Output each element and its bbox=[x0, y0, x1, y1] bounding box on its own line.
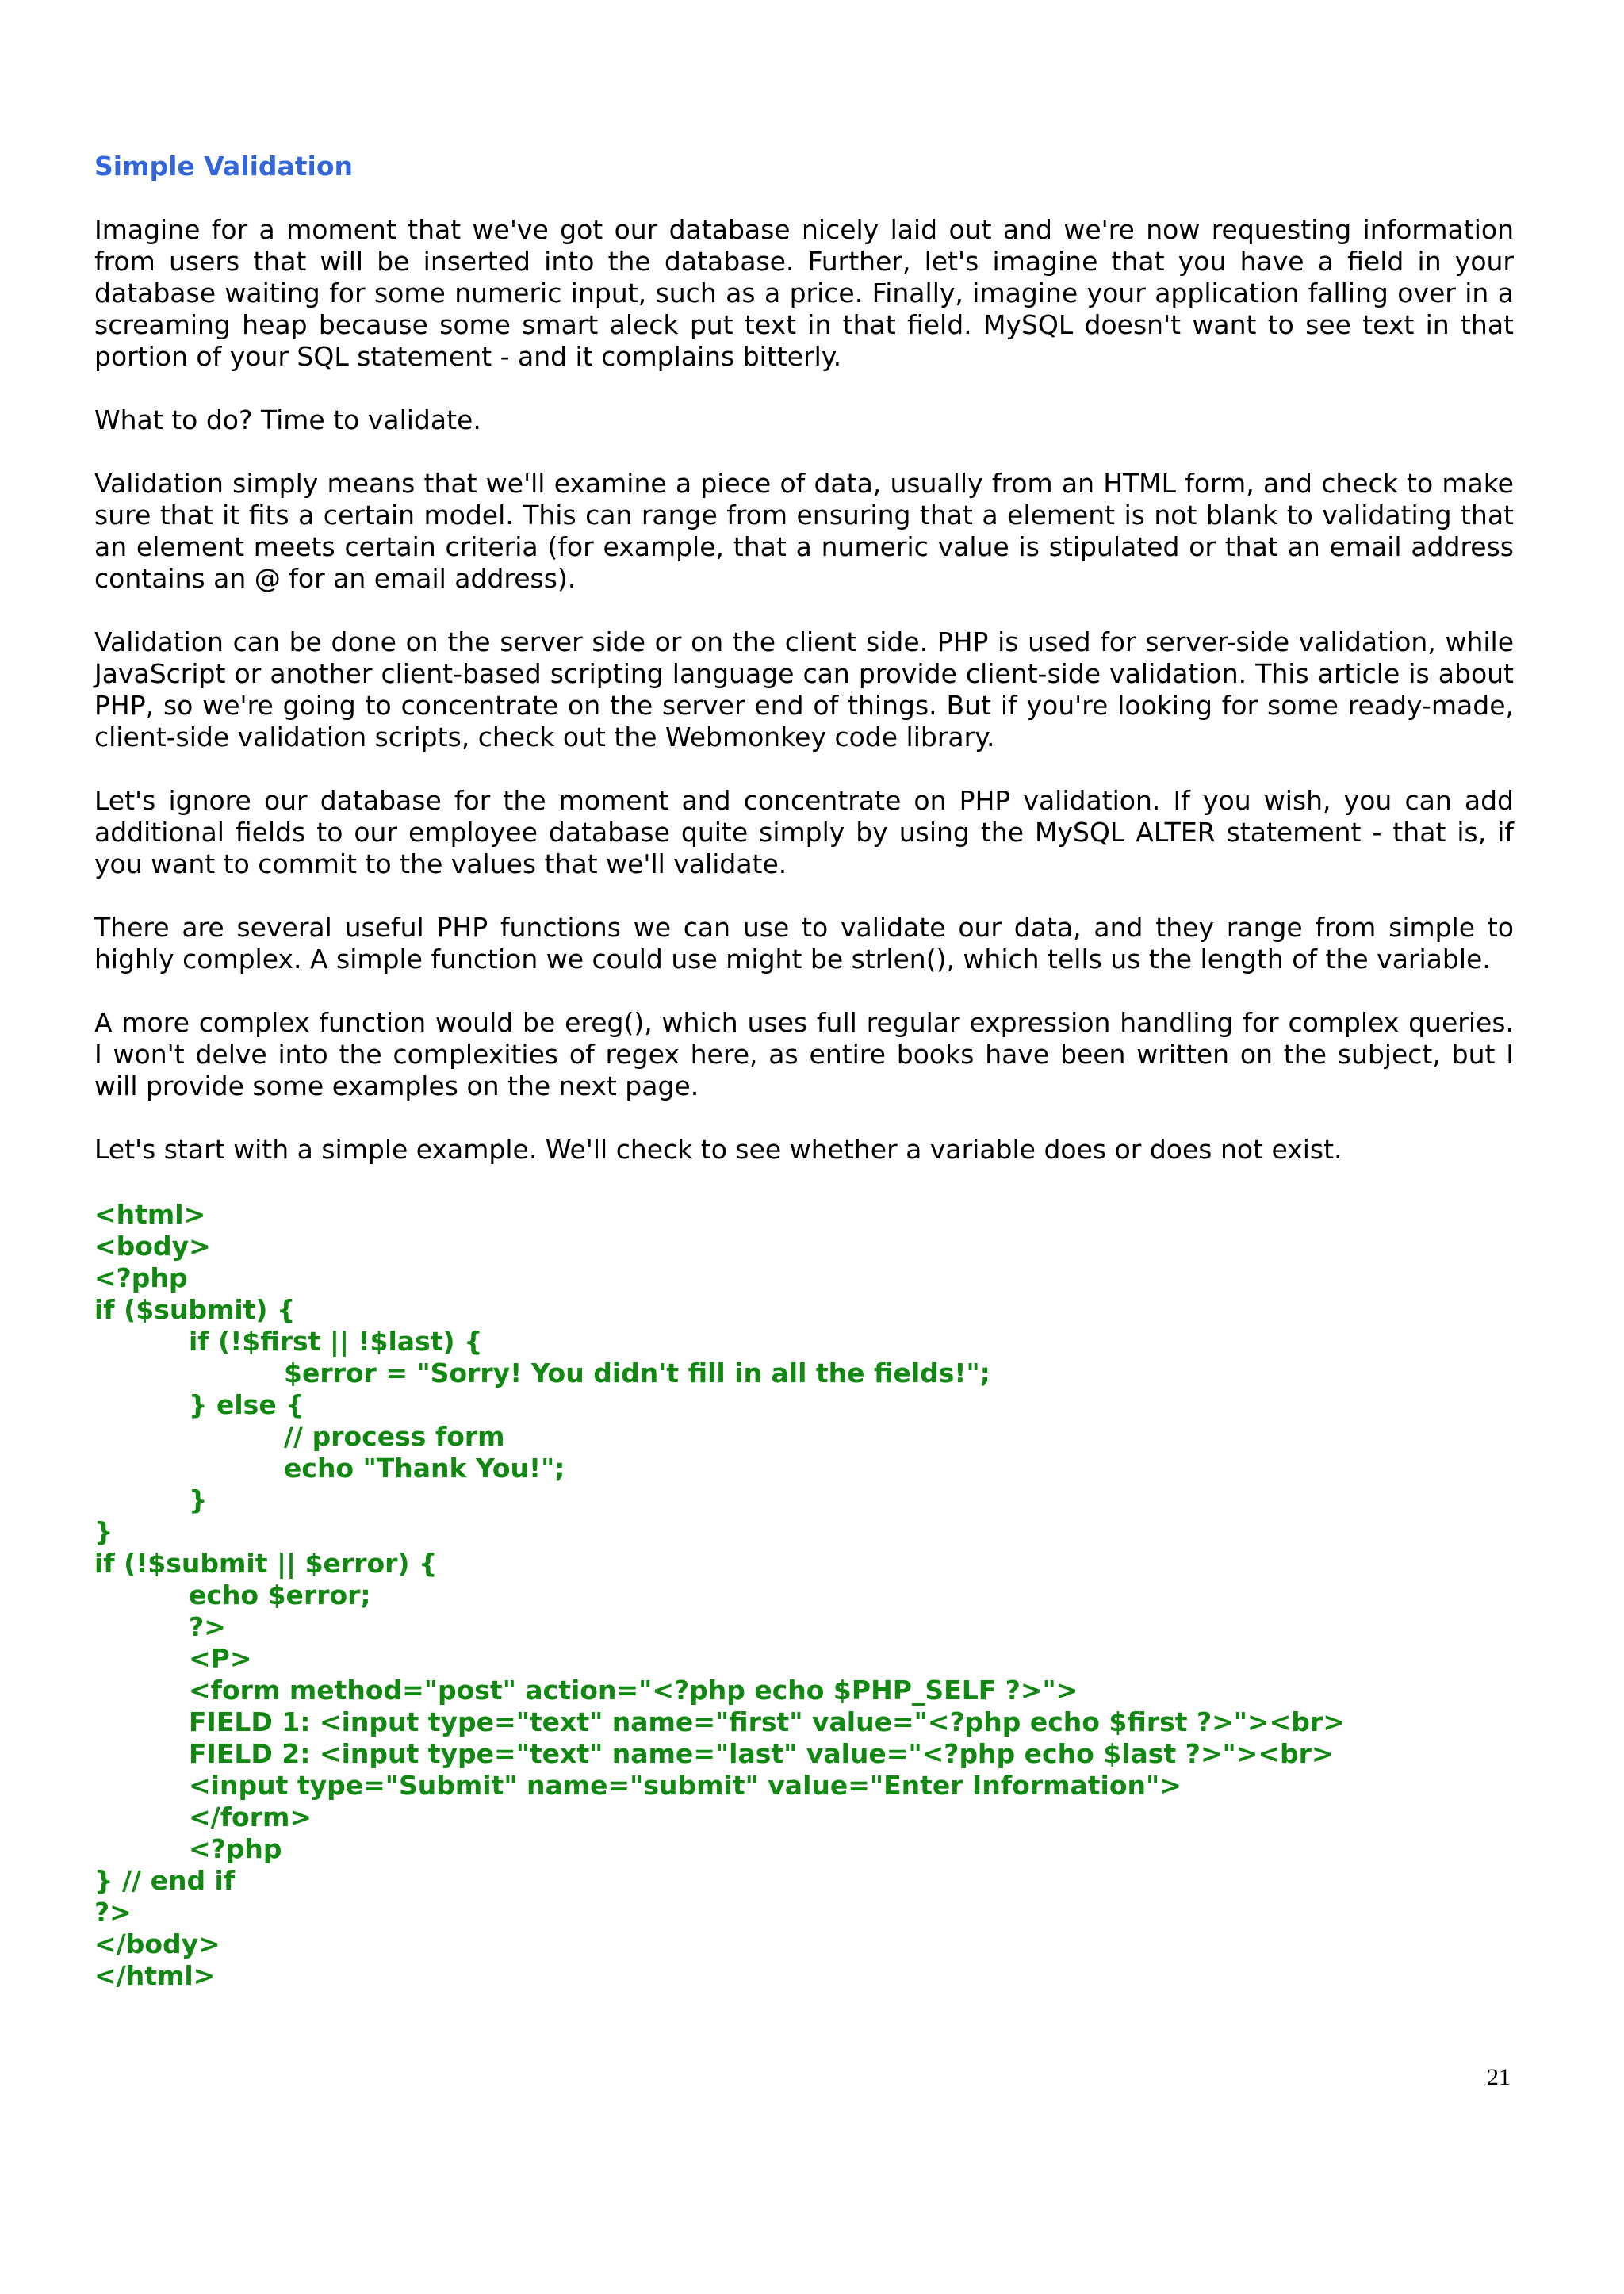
page-number: 21 bbox=[1487, 2064, 1511, 2090]
section-heading: Simple Validation bbox=[94, 151, 354, 182]
code-line: <form method="post" action="<?php echo $PHP_SELF ?>"> bbox=[189, 1675, 1078, 1706]
code-line: if ($submit) { bbox=[94, 1294, 296, 1325]
code-line: <input type="Submit" name="submit" value="Enter Information"> bbox=[189, 1770, 1182, 1801]
code-line: if (!$submit || $error) { bbox=[94, 1548, 438, 1579]
code-line: FIELD 1: <input type="text" name="first" value="<?php echo $first ?>"><br> bbox=[189, 1706, 1345, 1737]
body-text bbox=[94, 214, 1514, 1197]
paragraph-validation-definition: Validation simply means that we'll examine a piece of data, usually from an HTML form, and check to make sure that it fits a certain model. This can range from ensuring that a element is not blank to validating that an element meets certain criteria (for example, that a numeric value is stipulated or that an email address contains an @ for an email address). bbox=[94, 468, 1514, 594]
code-line: FIELD 2: <input type="text" name="last" value="<?php echo $last ?>"><br> bbox=[189, 1738, 1334, 1769]
paragraph-simple-example: Let's start with a simple example. We'll check to see whether a variable does or does not exist. bbox=[94, 1134, 1342, 1165]
code-line: } // end if bbox=[94, 1865, 236, 1896]
code-line: if (!$first || !$last) { bbox=[189, 1326, 483, 1357]
paragraph-what-to-do: What to do? Time to validate. bbox=[94, 404, 481, 435]
code-line: </form> bbox=[189, 1802, 312, 1833]
paragraph-intro: Imagine for a moment that we've got our database nicely laid out and we're now requesting information from users that will be inserted into the database. Further, let's imagine that you have a field in your database waiting for some numeric input, such as a price. Finally, imagine your application falling over in a screaming heap because some smart aleck put text in that field. MySQL doesn't want to see text in that portion of your SQL statement - and it complains bitterly. bbox=[94, 214, 1514, 372]
code-line: </body> bbox=[94, 1928, 220, 1959]
code-line: <html> bbox=[94, 1199, 206, 1230]
code-line: } else { bbox=[189, 1389, 304, 1420]
paragraph-ereg: A more complex function would be ereg(), which uses full regular expression handling for complex queries. I won't delve into the complexities of regex here, as entire books have been written on the subject, but I will provide some examples on the next page. bbox=[94, 1007, 1514, 1101]
code-line: $error = "Sorry! You didn't fill in all the fields!"; bbox=[284, 1358, 990, 1388]
code-line: <?php bbox=[94, 1262, 188, 1293]
code-listing bbox=[94, 1199, 1514, 1992]
code-line: echo "Thank You!"; bbox=[284, 1453, 565, 1484]
code-line: ?> bbox=[189, 1611, 226, 1642]
code-line: <P> bbox=[189, 1643, 252, 1674]
code-line: </html> bbox=[94, 1960, 216, 1991]
paragraph-server-client: Validation can be done on the server side or on the client side. PHP is used for server-side validation, while JavaScript or another client-based scripting language can provide client-side validation. This article is about PHP, so we're going to concentrate on the server end of things. But if you're looking for some ready-made, client-side validation scripts, check out the Webmonkey code library. bbox=[94, 626, 1514, 753]
code-line: <?php bbox=[189, 1833, 282, 1864]
code-line: echo $error; bbox=[189, 1580, 371, 1610]
paragraph-ignore-database: Let's ignore our database for the moment and concentrate on PHP validation. If you wish, you can add additional fields to our employee database quite simply by using the MySQL ALTER statement - that is, if you want to commit to the values that we'll validate. bbox=[94, 785, 1514, 879]
code-line: <body> bbox=[94, 1231, 211, 1262]
code-line: } bbox=[189, 1484, 208, 1515]
code-line: // process form bbox=[284, 1421, 505, 1452]
code-line: ?> bbox=[94, 1897, 132, 1928]
code-line: } bbox=[94, 1516, 113, 1547]
paragraph-php-functions: There are several useful PHP functions we can use to validate our data, and they range from simple to highly complex. A simple function we could use might be strlen(), which tells us the length of the variable. bbox=[94, 912, 1514, 975]
